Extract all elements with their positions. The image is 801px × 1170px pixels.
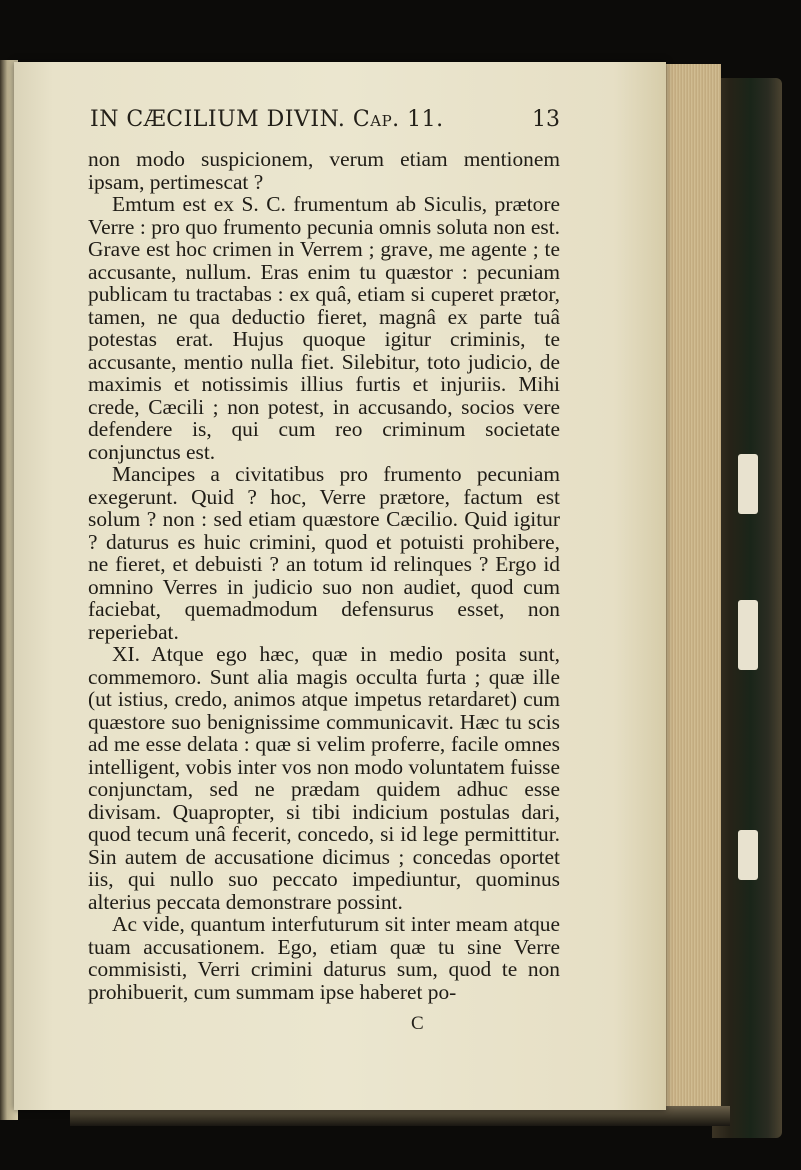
paragraph: Mancipes a civitatibus pro frumento pecuniam exegerunt. Quid ? hoc, Verre prætore, factum est solum ? non : sed etiam quæstore Cæcilio. Quid igitur ? daturus es huic crimini, quod et potuisti prohibere, ne fieret, et debuisti ? an totum id relinques ? Ergo id omnino Verres in judicio suo non audiet, quod cum faciebat, quemadmodum defensurus esset, non reperiebat. bbox=[88, 462, 560, 644]
paragraph: XI. Atque ego hæc, quæ in medio posita sunt, commemoro. Sunt alia magis occulta furta ; quæ ille (ut istius, credo, animos atque impetus retardaret) cum quæstore suo benignissime communicavit. Hæc tu scis ad me esse delata : quæ si velim proferre, facile omnes intelligent, vobis inter vos non modo voluntatem fuisse conjunctam, sed ne prædam quidem adhuc esse divisam. Quapropter, si tibi indicium postulas dari, quod tecum unâ fecerit, concedo, si id lege permittitur. Sin autem de accusatione dicimus ; concedas oportet iis, qui nullo suo peccato impediuntur, quominus alterius peccata demonstrare possint. bbox=[88, 642, 560, 914]
running-head bbox=[90, 107, 560, 132]
paragraph: Ac vide, quantum interfuturum sit inter meam atque tuam accusationem. Ego, etiam quæ tu sine Verre commisisti, Verri crimini daturus sum, quod te non prohibuerit, cum summam ipse haberet po- bbox=[88, 912, 560, 1004]
paragraph: non modo suspicionem, verum etiam mentionem ipsam, pertimescat ? bbox=[88, 147, 560, 194]
signature-mark: C bbox=[411, 1013, 424, 1034]
cover-tab bbox=[738, 830, 758, 880]
page-body bbox=[88, 148, 560, 1003]
page-stack-edge bbox=[660, 64, 721, 1112]
cover-tab bbox=[738, 600, 758, 670]
page-number: 13 bbox=[532, 107, 560, 132]
paragraph: Emtum est ex S. C. frumentum ab Siculis, prætore Verre : pro quo frumento pecunia omnis soluta non est. Grave est hoc crimen in Verrem ; grave, me agente ; te accusante, nullum. Eras enim tu quæstor : pecuniam publicam tu tractabas : ex quâ, etiam si cuperet prætor, tamen, ne qua deductio fieret, magnâ ex parte tuâ potestas erat. Hujus quoque igitur criminis, te accusante, mentio nulla fiet. Silebitur, toto judicio, de maximis et notissimis illius furtis et injuriis. Mihi crede, Cæcili ; non potest, in accusando, socios vere defendere is, qui cum reo criminum societate conjunctus est. bbox=[88, 192, 560, 464]
running-title: IN CÆCILIUM DIVIN. Cap. 11. bbox=[90, 107, 444, 132]
cover-tab bbox=[738, 454, 758, 514]
